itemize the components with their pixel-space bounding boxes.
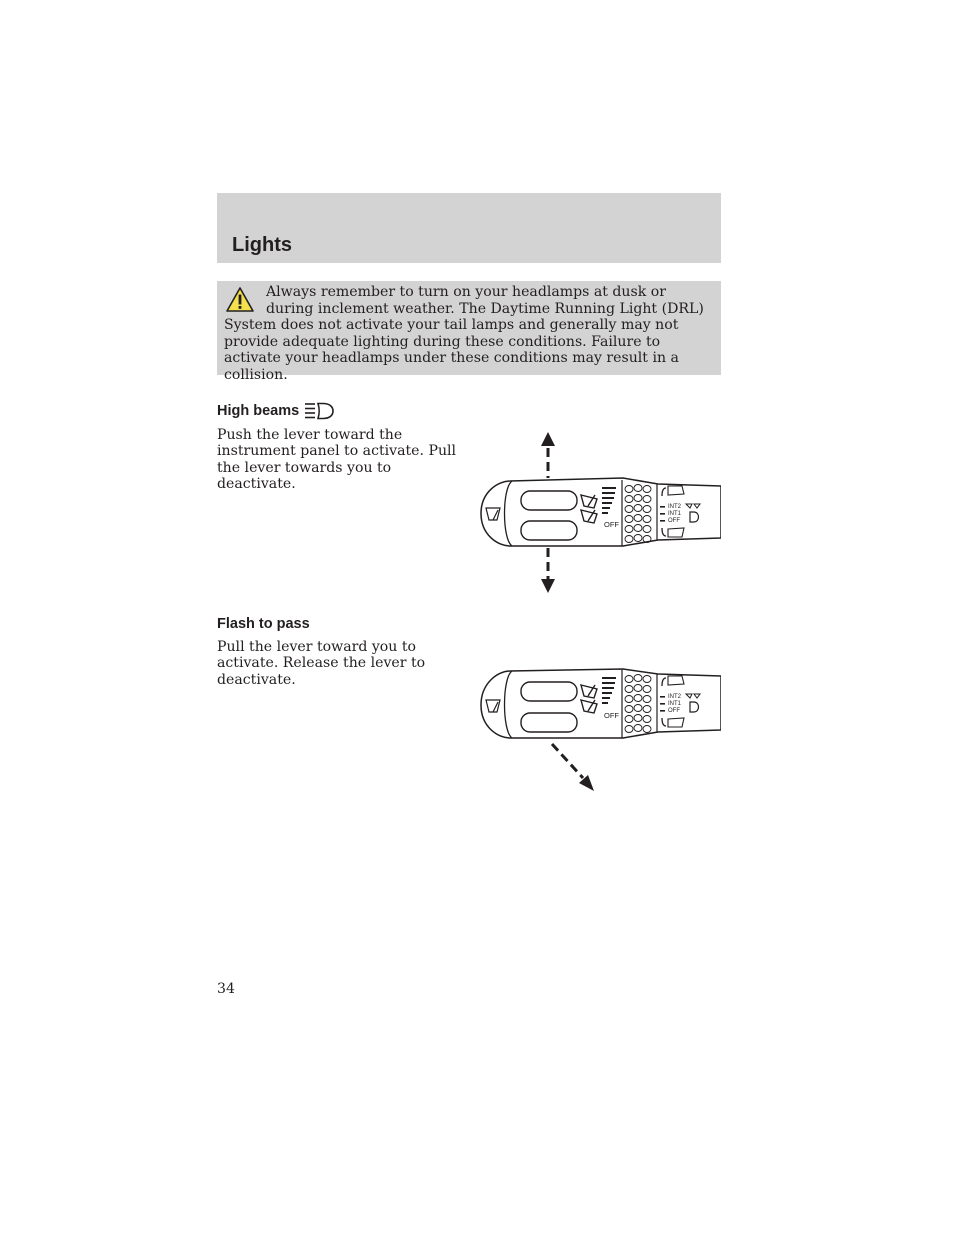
page-number: 34 (217, 981, 235, 997)
warning-text: Always remember to turn on your headlamps at dusk or during inclement weather. The Daytime Running Light (DRL) System does not activate your tail lamps and generally may not provide adequate lighting during these conditions. Failure to activate your headlamps under these conditions may result in a collision. (224, 284, 704, 383)
off-label: OFF (668, 518, 680, 524)
arrow-up-icon (541, 432, 555, 478)
page-title: Lights (232, 234, 292, 256)
lever-flash-to-pass-illustration (478, 668, 721, 794)
ring-off-label: OFF (604, 520, 619, 529)
section-header (217, 193, 721, 263)
high-beams-body: Push the lever toward the instrument panel to activate. Pull the lever towards you to deactivate. (217, 427, 457, 493)
flash-to-pass-body: Pull the lever toward you to activate. Release the lever to deactivate. (217, 639, 426, 688)
arrow-pull-toward-icon (552, 744, 594, 791)
int2-label: INT2 (668, 504, 682, 510)
ring-off-label: OFF (604, 711, 619, 720)
int2-label: INT2 (668, 694, 682, 700)
int1-label: INT1 (668, 511, 682, 517)
warning-box (217, 281, 721, 383)
high-beams-heading-text: High beams (217, 403, 300, 419)
high-beams-heading (217, 402, 334, 420)
lever-stalk (481, 478, 721, 546)
flash-to-pass-heading: Flash to pass (217, 616, 310, 632)
lever-stalk (481, 669, 721, 738)
high-beam-icon (304, 402, 334, 420)
arrow-down-icon (541, 548, 555, 593)
lever-push-pull-illustration (478, 428, 721, 596)
off-label: OFF (668, 708, 680, 714)
int1-label: INT1 (668, 701, 682, 707)
